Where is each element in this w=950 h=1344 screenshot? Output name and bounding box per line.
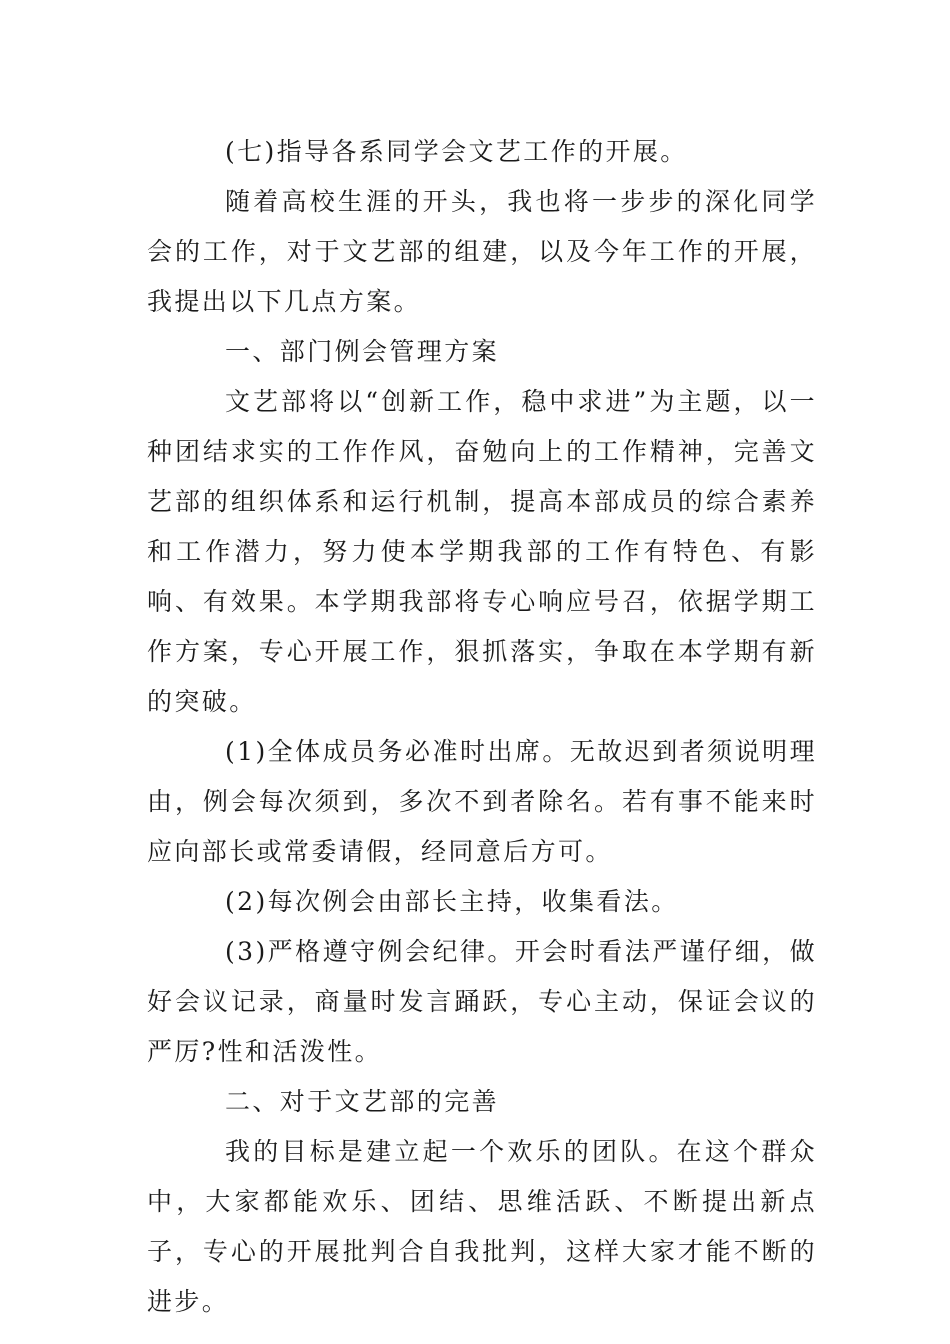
list-item-3: (3)严格遵守例会纪律。开会时看法严谨仔细，做好会议记录，商量时发言踊跃，专心主动，保证会议的严厉?性和活泼性。 [147, 937, 817, 1066]
paragraph-section-1-body: 文艺部将以“创新工作，稳中求进”为主题，以一种团结求实的工作作风，奋勉向上的工作精神，完善文艺部的组织体系和运行机制，提高本部成员的综合素养和工作潜力，努力使本学期我部的工作有特色、有影响、有效果。本学期我部将专心响应号召，依据学期工作方案，专心开展工作，狠抓落实，争取在本学期有新的突破。 [147, 387, 817, 716]
section-heading-2: 二、对于文艺部的完善 [225, 1087, 500, 1116]
list-item-2: (2)每次例会由部长主持，收集看法。 [225, 887, 679, 916]
section-heading-1: 一、部门例会管理方案 [225, 337, 500, 366]
list-item-1: (1)全体成员务必准时出席。无故迟到者须说明理由，例会每次须到，多次不到者除名。若有事不能来时应向部长或常委请假，经同意后方可。 [147, 737, 817, 866]
paragraph-item-7: (七)指导各系同学会文艺工作的开展。 [225, 137, 688, 166]
document-body [147, 127, 817, 1327]
paragraph-intro: 随着高校生涯的开头，我也将一步步的深化同学会的工作，对于文艺部的组建，以及今年工作的开展，我提出以下几点方案。 [147, 187, 817, 316]
paragraph-section-2-body: 我的目标是建立起一个欢乐的团队。在这个群众中，大家都能欢乐、团结、思维活跃、不断提出新点子，专心的开展批判合自我批判，这样大家才能不断的进步。 [147, 1137, 817, 1316]
